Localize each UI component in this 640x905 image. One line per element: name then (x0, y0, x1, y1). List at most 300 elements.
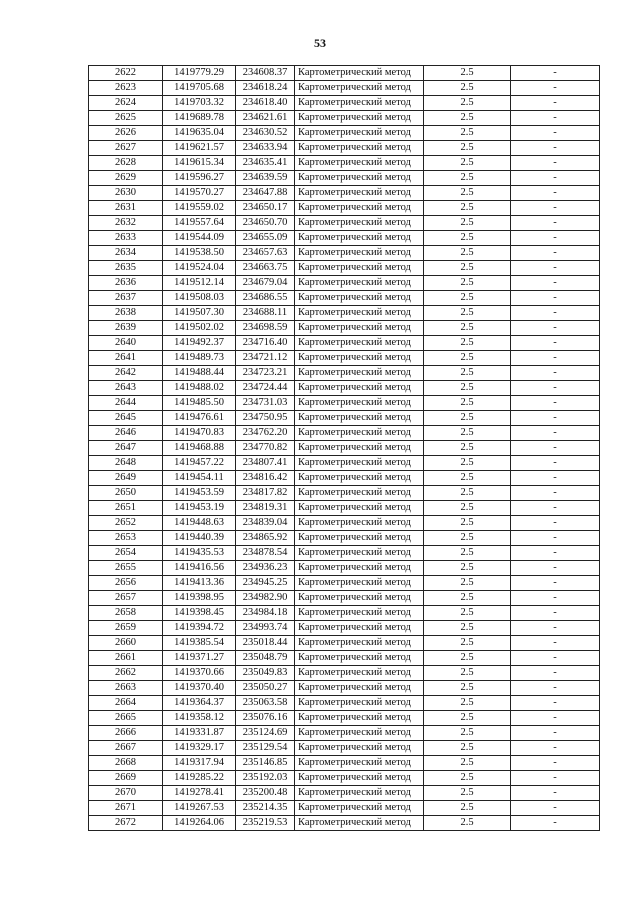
method-cell: Картометрический метод (295, 561, 424, 576)
x-coordinate-cell: 1419703.32 (163, 96, 236, 111)
description-cell: - (511, 396, 600, 411)
accuracy-cell: 2.5 (424, 276, 511, 291)
table-row (89, 576, 600, 591)
method-cell: Картометрический метод (295, 531, 424, 546)
description-cell: - (511, 486, 600, 501)
method-cell: Картометрический метод (295, 681, 424, 696)
accuracy-cell: 2.5 (424, 171, 511, 186)
description-cell: - (511, 141, 600, 156)
point-number-cell: 2627 (89, 141, 163, 156)
x-coordinate-cell: 1419385.54 (163, 636, 236, 651)
point-number-cell: 2650 (89, 486, 163, 501)
y-coordinate-cell: 234655.09 (236, 231, 295, 246)
accuracy-cell: 2.5 (424, 531, 511, 546)
y-coordinate-cell: 234688.11 (236, 306, 295, 321)
y-coordinate-cell: 234633.94 (236, 141, 295, 156)
table-row (89, 291, 600, 306)
y-coordinate-cell: 235048.79 (236, 651, 295, 666)
description-cell: - (511, 231, 600, 246)
y-coordinate-cell: 235129.54 (236, 741, 295, 756)
x-coordinate-cell: 1419488.02 (163, 381, 236, 396)
y-coordinate-cell: 234698.59 (236, 321, 295, 336)
point-number-cell: 2667 (89, 741, 163, 756)
description-cell: - (511, 216, 600, 231)
table-row (89, 171, 600, 186)
method-cell: Картометрический метод (295, 66, 424, 81)
x-coordinate-cell: 1419278.41 (163, 786, 236, 801)
accuracy-cell: 2.5 (424, 501, 511, 516)
method-cell: Картометрический метод (295, 726, 424, 741)
y-coordinate-cell: 234762.20 (236, 426, 295, 441)
point-number-cell: 2653 (89, 531, 163, 546)
accuracy-cell: 2.5 (424, 816, 511, 831)
accuracy-cell: 2.5 (424, 306, 511, 321)
x-coordinate-cell: 1419468.88 (163, 441, 236, 456)
accuracy-cell: 2.5 (424, 426, 511, 441)
accuracy-cell: 2.5 (424, 666, 511, 681)
x-coordinate-cell: 1419489.73 (163, 351, 236, 366)
y-coordinate-cell: 234993.74 (236, 621, 295, 636)
point-number-cell: 2648 (89, 456, 163, 471)
y-coordinate-cell: 234686.55 (236, 291, 295, 306)
table-row (89, 126, 600, 141)
method-cell: Картометрический метод (295, 471, 424, 486)
method-cell: Картометрический метод (295, 291, 424, 306)
x-coordinate-cell: 1419448.63 (163, 516, 236, 531)
accuracy-cell: 2.5 (424, 546, 511, 561)
y-coordinate-cell: 234819.31 (236, 501, 295, 516)
y-coordinate-cell: 234618.24 (236, 81, 295, 96)
point-number-cell: 2671 (89, 801, 163, 816)
description-cell: - (511, 366, 600, 381)
table-row (89, 66, 600, 81)
accuracy-cell: 2.5 (424, 411, 511, 426)
description-cell: - (511, 471, 600, 486)
method-cell: Картометрический метод (295, 96, 424, 111)
method-cell: Картометрический метод (295, 411, 424, 426)
method-cell: Картометрический метод (295, 216, 424, 231)
y-coordinate-cell: 234731.03 (236, 396, 295, 411)
point-number-cell: 2628 (89, 156, 163, 171)
method-cell: Картометрический метод (295, 786, 424, 801)
y-coordinate-cell: 234679.04 (236, 276, 295, 291)
y-coordinate-cell: 235018.44 (236, 636, 295, 651)
x-coordinate-cell: 1419488.44 (163, 366, 236, 381)
method-cell: Картометрический метод (295, 381, 424, 396)
description-cell: - (511, 441, 600, 456)
method-cell: Картометрический метод (295, 201, 424, 216)
coordinates-table-body (89, 66, 600, 831)
table-row (89, 516, 600, 531)
y-coordinate-cell: 235219.53 (236, 816, 295, 831)
y-coordinate-cell: 234650.17 (236, 201, 295, 216)
method-cell: Картометрический метод (295, 711, 424, 726)
description-cell: - (511, 591, 600, 606)
description-cell: - (511, 756, 600, 771)
method-cell: Картометрический метод (295, 276, 424, 291)
description-cell: - (511, 306, 600, 321)
table-row (89, 351, 600, 366)
accuracy-cell: 2.5 (424, 561, 511, 576)
accuracy-cell: 2.5 (424, 696, 511, 711)
accuracy-cell: 2.5 (424, 141, 511, 156)
x-coordinate-cell: 1419538.50 (163, 246, 236, 261)
accuracy-cell: 2.5 (424, 291, 511, 306)
accuracy-cell: 2.5 (424, 246, 511, 261)
y-coordinate-cell: 235063.58 (236, 696, 295, 711)
y-coordinate-cell: 234817.82 (236, 486, 295, 501)
point-number-cell: 2646 (89, 426, 163, 441)
table-row (89, 81, 600, 96)
description-cell: - (511, 801, 600, 816)
table-row (89, 741, 600, 756)
y-coordinate-cell: 234945.25 (236, 576, 295, 591)
y-coordinate-cell: 234639.59 (236, 171, 295, 186)
point-number-cell: 2629 (89, 171, 163, 186)
x-coordinate-cell: 1419413.36 (163, 576, 236, 591)
point-number-cell: 2626 (89, 126, 163, 141)
accuracy-cell: 2.5 (424, 486, 511, 501)
description-cell: - (511, 681, 600, 696)
x-coordinate-cell: 1419285.22 (163, 771, 236, 786)
method-cell: Картометрический метод (295, 651, 424, 666)
accuracy-cell: 2.5 (424, 636, 511, 651)
accuracy-cell: 2.5 (424, 651, 511, 666)
y-coordinate-cell: 234618.40 (236, 96, 295, 111)
table-row (89, 336, 600, 351)
accuracy-cell: 2.5 (424, 606, 511, 621)
table-row (89, 606, 600, 621)
table-row (89, 561, 600, 576)
method-cell: Картометрический метод (295, 576, 424, 591)
x-coordinate-cell: 1419512.14 (163, 276, 236, 291)
point-number-cell: 2641 (89, 351, 163, 366)
accuracy-cell: 2.5 (424, 351, 511, 366)
x-coordinate-cell: 1419370.66 (163, 666, 236, 681)
description-cell: - (511, 336, 600, 351)
method-cell: Картометрический метод (295, 396, 424, 411)
point-number-cell: 2672 (89, 816, 163, 831)
accuracy-cell: 2.5 (424, 201, 511, 216)
table-row (89, 96, 600, 111)
accuracy-cell: 2.5 (424, 621, 511, 636)
y-coordinate-cell: 234839.04 (236, 516, 295, 531)
point-number-cell: 2657 (89, 591, 163, 606)
x-coordinate-cell: 1419440.39 (163, 531, 236, 546)
x-coordinate-cell: 1419370.40 (163, 681, 236, 696)
description-cell: - (511, 621, 600, 636)
method-cell: Картометрический метод (295, 516, 424, 531)
description-cell: - (511, 606, 600, 621)
accuracy-cell: 2.5 (424, 576, 511, 591)
method-cell: Картометрический метод (295, 546, 424, 561)
description-cell: - (511, 426, 600, 441)
x-coordinate-cell: 1419705.68 (163, 81, 236, 96)
y-coordinate-cell: 234635.41 (236, 156, 295, 171)
x-coordinate-cell: 1419596.27 (163, 171, 236, 186)
description-cell: - (511, 666, 600, 681)
method-cell: Картометрический метод (295, 741, 424, 756)
point-number-cell: 2630 (89, 186, 163, 201)
y-coordinate-cell: 235146.85 (236, 756, 295, 771)
point-number-cell: 2640 (89, 336, 163, 351)
point-number-cell: 2662 (89, 666, 163, 681)
y-coordinate-cell: 234807.41 (236, 456, 295, 471)
description-cell: - (511, 96, 600, 111)
x-coordinate-cell: 1419779.29 (163, 66, 236, 81)
table-row (89, 306, 600, 321)
table-row (89, 456, 600, 471)
point-number-cell: 2622 (89, 66, 163, 81)
y-coordinate-cell: 234663.75 (236, 261, 295, 276)
y-coordinate-cell: 235200.48 (236, 786, 295, 801)
y-coordinate-cell: 234865.92 (236, 531, 295, 546)
description-cell: - (511, 771, 600, 786)
x-coordinate-cell: 1419470.83 (163, 426, 236, 441)
method-cell: Картометрический метод (295, 621, 424, 636)
point-number-cell: 2659 (89, 621, 163, 636)
point-number-cell: 2625 (89, 111, 163, 126)
y-coordinate-cell: 234608.37 (236, 66, 295, 81)
y-coordinate-cell: 234750.95 (236, 411, 295, 426)
x-coordinate-cell: 1419453.19 (163, 501, 236, 516)
y-coordinate-cell: 234936.23 (236, 561, 295, 576)
method-cell: Картометрический метод (295, 486, 424, 501)
x-coordinate-cell: 1419331.87 (163, 726, 236, 741)
y-coordinate-cell: 234721.12 (236, 351, 295, 366)
table-row (89, 246, 600, 261)
x-coordinate-cell: 1419358.12 (163, 711, 236, 726)
table-row (89, 321, 600, 336)
description-cell: - (511, 711, 600, 726)
method-cell: Картометрический метод (295, 126, 424, 141)
y-coordinate-cell: 234816.42 (236, 471, 295, 486)
method-cell: Картометрический метод (295, 351, 424, 366)
table-row (89, 666, 600, 681)
point-number-cell: 2664 (89, 696, 163, 711)
accuracy-cell: 2.5 (424, 156, 511, 171)
point-number-cell: 2634 (89, 246, 163, 261)
point-number-cell: 2666 (89, 726, 163, 741)
table-row (89, 711, 600, 726)
method-cell: Картометрический метод (295, 591, 424, 606)
method-cell: Картометрический метод (295, 441, 424, 456)
x-coordinate-cell: 1419398.45 (163, 606, 236, 621)
point-number-cell: 2635 (89, 261, 163, 276)
table-row (89, 771, 600, 786)
x-coordinate-cell: 1419329.17 (163, 741, 236, 756)
point-number-cell: 2649 (89, 471, 163, 486)
method-cell: Картометрический метод (295, 156, 424, 171)
table-row (89, 111, 600, 126)
accuracy-cell: 2.5 (424, 186, 511, 201)
point-number-cell: 2652 (89, 516, 163, 531)
description-cell: - (511, 741, 600, 756)
table-row (89, 366, 600, 381)
point-number-cell: 2647 (89, 441, 163, 456)
x-coordinate-cell: 1419317.94 (163, 756, 236, 771)
description-cell: - (511, 81, 600, 96)
table-row (89, 816, 600, 831)
table-row (89, 201, 600, 216)
accuracy-cell: 2.5 (424, 261, 511, 276)
table-row (89, 261, 600, 276)
description-cell: - (511, 66, 600, 81)
table-row (89, 216, 600, 231)
method-cell: Картометрический метод (295, 501, 424, 516)
accuracy-cell: 2.5 (424, 366, 511, 381)
accuracy-cell: 2.5 (424, 756, 511, 771)
table-row (89, 651, 600, 666)
description-cell: - (511, 651, 600, 666)
description-cell: - (511, 816, 600, 831)
point-number-cell: 2631 (89, 201, 163, 216)
table-row (89, 486, 600, 501)
page-number: 53 (314, 36, 326, 50)
accuracy-cell: 2.5 (424, 66, 511, 81)
description-cell: - (511, 501, 600, 516)
x-coordinate-cell: 1419485.50 (163, 396, 236, 411)
point-number-cell: 2633 (89, 231, 163, 246)
accuracy-cell: 2.5 (424, 711, 511, 726)
point-number-cell: 2654 (89, 546, 163, 561)
y-coordinate-cell: 235214.35 (236, 801, 295, 816)
accuracy-cell: 2.5 (424, 396, 511, 411)
y-coordinate-cell: 234716.40 (236, 336, 295, 351)
x-coordinate-cell: 1419570.27 (163, 186, 236, 201)
table-row (89, 276, 600, 291)
accuracy-cell: 2.5 (424, 786, 511, 801)
table-row (89, 726, 600, 741)
y-coordinate-cell: 234723.21 (236, 366, 295, 381)
method-cell: Картометрический метод (295, 426, 424, 441)
table-row (89, 621, 600, 636)
x-coordinate-cell: 1419502.02 (163, 321, 236, 336)
table-row (89, 681, 600, 696)
y-coordinate-cell: 234621.61 (236, 111, 295, 126)
description-cell: - (511, 636, 600, 651)
method-cell: Картометрический метод (295, 801, 424, 816)
description-cell: - (511, 516, 600, 531)
method-cell: Картометрический метод (295, 816, 424, 831)
point-number-cell: 2656 (89, 576, 163, 591)
point-number-cell: 2624 (89, 96, 163, 111)
accuracy-cell: 2.5 (424, 381, 511, 396)
method-cell: Картометрический метод (295, 321, 424, 336)
point-number-cell: 2643 (89, 381, 163, 396)
y-coordinate-cell: 235124.69 (236, 726, 295, 741)
accuracy-cell: 2.5 (424, 321, 511, 336)
y-coordinate-cell: 234724.44 (236, 381, 295, 396)
y-coordinate-cell: 235049.83 (236, 666, 295, 681)
x-coordinate-cell: 1419453.59 (163, 486, 236, 501)
description-cell: - (511, 786, 600, 801)
x-coordinate-cell: 1419264.06 (163, 816, 236, 831)
accuracy-cell: 2.5 (424, 741, 511, 756)
point-number-cell: 2660 (89, 636, 163, 651)
description-cell: - (511, 576, 600, 591)
table-row (89, 636, 600, 651)
description-cell: - (511, 111, 600, 126)
y-coordinate-cell: 235050.27 (236, 681, 295, 696)
point-number-cell: 2663 (89, 681, 163, 696)
x-coordinate-cell: 1419492.37 (163, 336, 236, 351)
y-coordinate-cell: 235076.16 (236, 711, 295, 726)
y-coordinate-cell: 234982.90 (236, 591, 295, 606)
accuracy-cell: 2.5 (424, 81, 511, 96)
table-row (89, 186, 600, 201)
method-cell: Картометрический метод (295, 366, 424, 381)
accuracy-cell: 2.5 (424, 591, 511, 606)
method-cell: Картометрический метод (295, 111, 424, 126)
accuracy-cell: 2.5 (424, 126, 511, 141)
accuracy-cell: 2.5 (424, 336, 511, 351)
x-coordinate-cell: 1419621.57 (163, 141, 236, 156)
coordinates-table (88, 65, 600, 831)
point-number-cell: 2642 (89, 366, 163, 381)
description-cell: - (511, 171, 600, 186)
x-coordinate-cell: 1419557.64 (163, 216, 236, 231)
y-coordinate-cell: 234630.52 (236, 126, 295, 141)
point-number-cell: 2638 (89, 306, 163, 321)
description-cell: - (511, 561, 600, 576)
method-cell: Картометрический метод (295, 171, 424, 186)
table-row (89, 801, 600, 816)
method-cell: Картометрический метод (295, 261, 424, 276)
table-row (89, 411, 600, 426)
table-row (89, 546, 600, 561)
table-row (89, 501, 600, 516)
x-coordinate-cell: 1419371.27 (163, 651, 236, 666)
table-row (89, 156, 600, 171)
point-number-cell: 2670 (89, 786, 163, 801)
method-cell: Картометрический метод (295, 186, 424, 201)
accuracy-cell: 2.5 (424, 231, 511, 246)
description-cell: - (511, 531, 600, 546)
x-coordinate-cell: 1419457.22 (163, 456, 236, 471)
method-cell: Картометрический метод (295, 81, 424, 96)
point-number-cell: 2623 (89, 81, 163, 96)
description-cell: - (511, 246, 600, 261)
x-coordinate-cell: 1419507.30 (163, 306, 236, 321)
method-cell: Картометрический метод (295, 336, 424, 351)
point-number-cell: 2668 (89, 756, 163, 771)
y-coordinate-cell: 235192.03 (236, 771, 295, 786)
accuracy-cell: 2.5 (424, 456, 511, 471)
method-cell: Картометрический метод (295, 231, 424, 246)
x-coordinate-cell: 1419559.02 (163, 201, 236, 216)
method-cell: Картометрический метод (295, 771, 424, 786)
description-cell: - (511, 276, 600, 291)
x-coordinate-cell: 1419476.61 (163, 411, 236, 426)
method-cell: Картометрический метод (295, 756, 424, 771)
point-number-cell: 2632 (89, 216, 163, 231)
method-cell: Картометрический метод (295, 696, 424, 711)
description-cell: - (511, 456, 600, 471)
table-row (89, 381, 600, 396)
point-number-cell: 2639 (89, 321, 163, 336)
method-cell: Картометрический метод (295, 636, 424, 651)
x-coordinate-cell: 1419689.78 (163, 111, 236, 126)
description-cell: - (511, 411, 600, 426)
accuracy-cell: 2.5 (424, 96, 511, 111)
point-number-cell: 2658 (89, 606, 163, 621)
y-coordinate-cell: 234770.82 (236, 441, 295, 456)
table-row (89, 786, 600, 801)
accuracy-cell: 2.5 (424, 471, 511, 486)
x-coordinate-cell: 1419394.72 (163, 621, 236, 636)
point-number-cell: 2655 (89, 561, 163, 576)
